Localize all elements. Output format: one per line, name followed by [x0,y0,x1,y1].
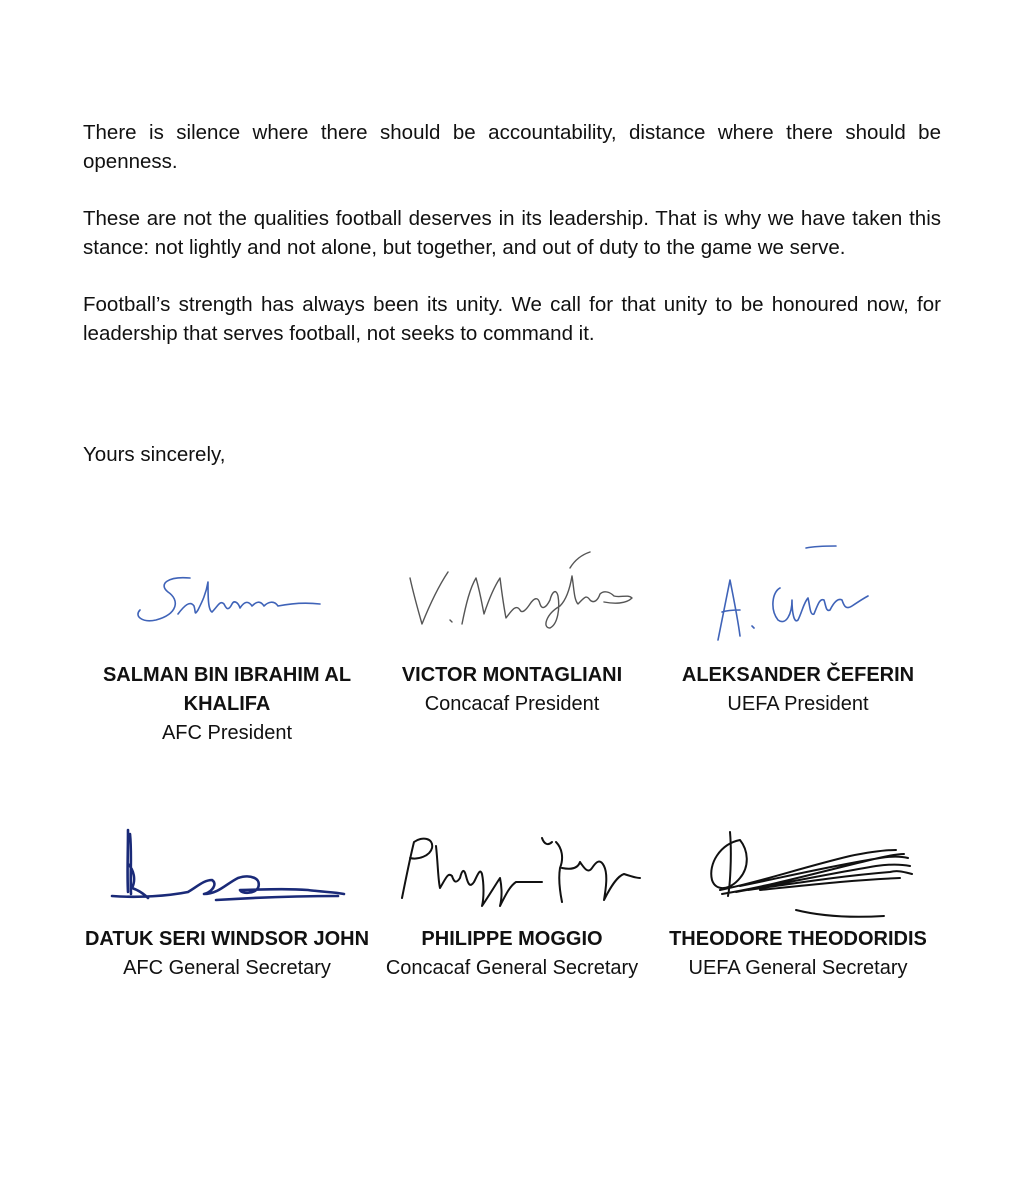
signature-windsor-john [108,824,348,914]
signature-theodoridis [700,826,920,926]
letter-body [83,118,941,376]
paragraph-2: These are not the qualities football deserves in its leadership. That is why we have taken this stance: not lightly and not alone, but together, and out of duty to the game we serve. [83,207,941,259]
signature-moggio [392,828,642,908]
signatory-name: ALEKSANDER ČEFERIN [681,664,915,686]
signatory-role: Concacaf General Secretary [385,957,639,979]
signatory-salman [77,661,377,748]
signatory-moggio [362,925,662,983]
signature-ceferin [708,540,878,650]
signatory-name: DATUK SERI WINDSOR JOHN [84,928,370,950]
paragraph-1: There is silence where there should be accountability, distance where there should be openness. [83,121,941,173]
signatory-ceferin [648,661,948,719]
signatory-name: PHILIPPE MOGGIO [421,928,603,950]
paragraph-3: Football’s strength has always been its unity. We call for that unity to be honoured now, for leadership that serves football, not seeks to command it. [83,293,941,345]
signatory-role: AFC General Secretary [123,957,331,979]
signatory-role: UEFA General Secretary [688,957,908,979]
signatory-role: Concacaf President [424,693,600,715]
signatory-montagliani [362,661,662,719]
signatory-role: UEFA President [727,693,869,715]
signatory-name: THEODORE THEODORIDIS [669,928,927,950]
signatory-name: SALMAN BIN IBRAHIM AL KHALIFA [102,664,352,715]
signatory-windsor-john [77,925,377,983]
signatory-role: AFC President [161,722,293,744]
signature-montagliani [400,548,640,638]
signatory-name: VICTOR MONTAGLIANI [401,664,623,686]
signatory-theodoridis [648,925,948,983]
closing-salutation: Yours sincerely, [83,443,226,466]
signature-salman [128,570,328,630]
